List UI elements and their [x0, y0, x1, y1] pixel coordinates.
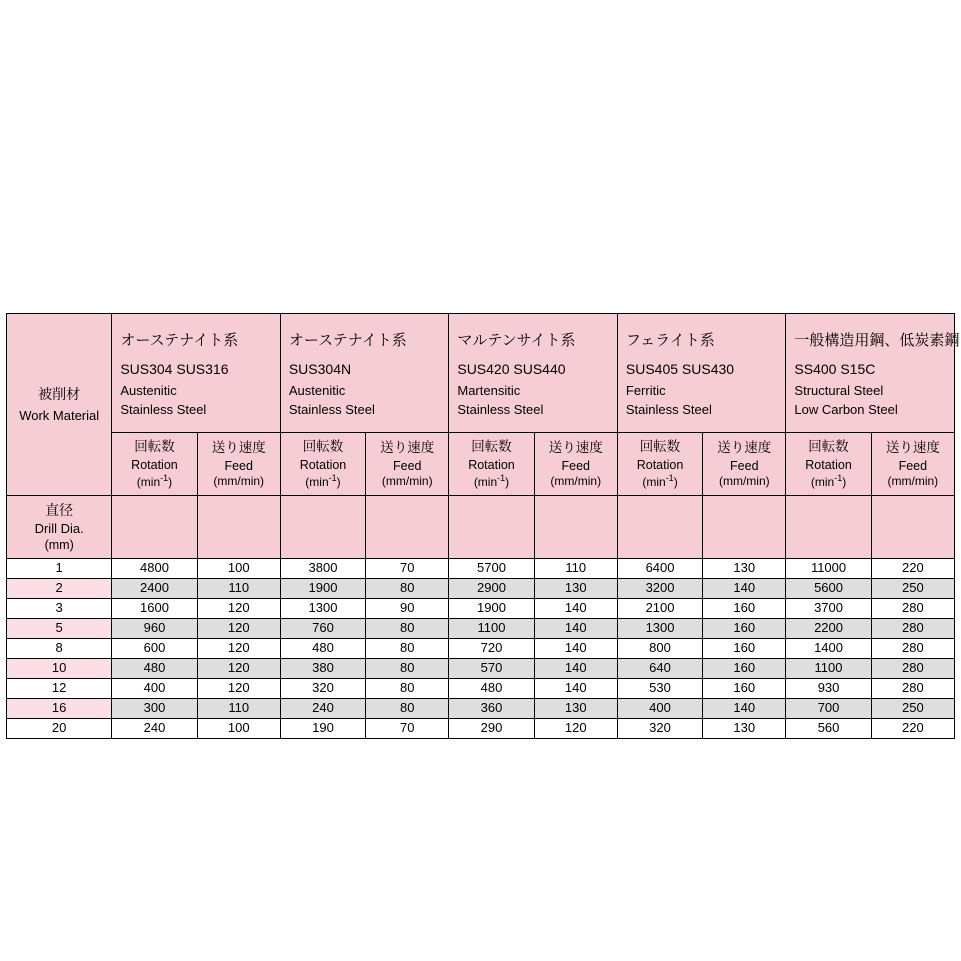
data-cell: 2900: [449, 579, 534, 599]
data-cell: 5600: [786, 579, 871, 599]
data-cell: 2200: [786, 619, 871, 639]
rotation-header-2-en: Rotation: [468, 457, 515, 472]
rotation-header-0-jp: 回転数: [134, 438, 175, 454]
diameter-cell: 3: [7, 599, 112, 619]
feed-header-3: [703, 433, 786, 496]
diameter-cell: 16: [7, 699, 112, 719]
data-cell: 560: [786, 719, 871, 739]
material-group-4-eng2: Low Carbon Steel: [794, 401, 898, 417]
rotation-header-0-en: Rotation: [131, 457, 178, 472]
spacer-cell: [280, 496, 365, 559]
data-cell: 140: [534, 679, 617, 699]
data-cell: 80: [366, 699, 449, 719]
data-cell: 80: [366, 639, 449, 659]
feed-header-0-en: Feed: [224, 458, 253, 473]
rotation-header-3-unit: $(\min^{-1})$: [642, 473, 678, 490]
material-group-1-eng2: Stainless Steel: [288, 401, 375, 417]
material-group-1-jp: オーステナイト系: [288, 331, 407, 349]
table-row: [7, 619, 955, 639]
rotation-header-4: [786, 433, 871, 496]
rotation-header-1-en: Rotation: [299, 457, 347, 472]
data-cell: 800: [617, 639, 702, 659]
feed-header-2-en: Feed: [561, 458, 590, 473]
feed-header-2-jp: 送り速度: [548, 439, 603, 455]
data-cell: 140: [534, 659, 617, 679]
data-cell: 160: [703, 599, 786, 619]
feed-header-2: [534, 433, 617, 496]
data-cell: 130: [534, 699, 617, 719]
material-group-3-eng1: Ferritic: [625, 383, 666, 399]
spacer-cell: [112, 496, 197, 559]
data-cell: 280: [871, 679, 954, 699]
rotation-header-0-unit: $(\min^{-1})$: [136, 473, 173, 490]
data-cell: 190: [280, 719, 365, 739]
feed-header-1: [366, 433, 449, 496]
diameter-cell: 10: [7, 659, 112, 679]
data-cell: 320: [280, 679, 365, 699]
data-cell: 240: [280, 699, 365, 719]
material-group-4-grade: SS400 S15C: [794, 361, 876, 378]
data-cell: 380: [280, 659, 365, 679]
data-cell: 130: [703, 719, 786, 739]
spacer-cell: [703, 496, 786, 559]
data-cell: 120: [197, 599, 280, 619]
data-cell: 90: [366, 599, 449, 619]
material-group-0-jp: オーステナイト系: [120, 331, 239, 349]
material-group-4-jp: 一般構造用鋼、低炭素鋼: [794, 331, 960, 349]
material-group-4: [786, 314, 960, 433]
data-cell: 120: [197, 679, 280, 699]
drill-diameter-header-jp: 直径: [45, 502, 74, 519]
data-cell: 240: [112, 719, 197, 739]
data-cell: 120: [197, 659, 280, 679]
rotation-header-4-unit: $(\min^{-1})$: [810, 473, 847, 490]
data-cell: 11000: [786, 559, 871, 579]
data-cell: 160: [703, 659, 786, 679]
material-header-row: [7, 314, 955, 433]
material-group-4-eng1: Structural Steel: [794, 383, 884, 399]
rotation-header-0: [112, 433, 197, 496]
data-cell: 120: [197, 639, 280, 659]
rotation-header-1: [280, 433, 365, 496]
diameter-cell: 5: [7, 619, 112, 639]
rotation-header-2: [449, 433, 534, 496]
cutting-condition-table-container: [6, 313, 960, 739]
data-cell: 480: [449, 679, 534, 699]
material-group-0-eng1: Austenitic: [120, 383, 177, 399]
material-group-2-eng2: Stainless Steel: [457, 401, 544, 417]
data-cell: 120: [534, 719, 617, 739]
data-cell: 80: [366, 659, 449, 679]
diameter-header-row: [7, 496, 955, 559]
data-cell: 480: [280, 639, 365, 659]
material-group-2-grade: SUS420 SUS440: [457, 361, 566, 378]
diameter-cell: 20: [7, 719, 112, 739]
data-cell: 400: [617, 699, 702, 719]
diameter-cell: 8: [7, 639, 112, 659]
data-cell: 400: [112, 679, 197, 699]
spacer-cell: [197, 496, 280, 559]
data-cell: 640: [617, 659, 702, 679]
material-group-3-grade: SUS405 SUS430: [625, 361, 735, 378]
work-material-header-en: Work Material: [19, 407, 100, 423]
table-body: [7, 559, 955, 739]
data-cell: 6400: [617, 559, 702, 579]
data-cell: 3700: [786, 599, 871, 619]
drill-diameter-header-en: Drill Dia.: [34, 520, 84, 536]
data-cell: 5700: [449, 559, 534, 579]
diameter-cell: 1: [7, 559, 112, 579]
data-cell: 1100: [449, 619, 534, 639]
material-group-1: [280, 314, 449, 433]
data-cell: 100: [197, 559, 280, 579]
data-cell: 130: [703, 559, 786, 579]
data-cell: 160: [703, 679, 786, 699]
rotation-header-2-unit: $(\min^{-1})$: [473, 473, 510, 490]
data-cell: 1300: [280, 599, 365, 619]
data-cell: 3800: [280, 559, 365, 579]
diameter-cell: 2: [7, 579, 112, 599]
material-group-3-eng2: Stainless Steel: [625, 401, 712, 417]
feed-header-3-unit: (mm/min): [718, 474, 770, 489]
data-cell: 480: [112, 659, 197, 679]
feed-header-1-unit: (mm/min): [381, 474, 433, 489]
data-cell: 290: [449, 719, 534, 739]
data-cell: 140: [534, 619, 617, 639]
material-group-3-jp: フェライト系: [625, 331, 715, 349]
data-cell: 140: [534, 639, 617, 659]
data-cell: 280: [871, 599, 954, 619]
data-cell: 140: [534, 599, 617, 619]
data-cell: 110: [197, 579, 280, 599]
feed-header-4-en: Feed: [898, 458, 928, 473]
data-cell: 1100: [786, 659, 871, 679]
data-cell: 160: [703, 639, 786, 659]
data-cell: 320: [617, 719, 702, 739]
feed-header-0: [197, 433, 280, 496]
feed-header-0-jp: 送り速度: [211, 439, 266, 455]
data-cell: 100: [197, 719, 280, 739]
table-row: [7, 599, 955, 619]
data-cell: 130: [534, 579, 617, 599]
feed-header-0-unit: (mm/min): [213, 474, 265, 489]
feed-header-4-jp: 送り速度: [885, 439, 940, 455]
rotation-header-4-jp: 回転数: [808, 438, 849, 454]
data-cell: 250: [871, 699, 954, 719]
work-material-header-jp: 被削材: [38, 386, 81, 403]
data-cell: 80: [366, 679, 449, 699]
feed-header-1-jp: 送り速度: [380, 439, 435, 455]
data-cell: 70: [366, 559, 449, 579]
material-group-1-eng1: Austenitic: [288, 383, 346, 399]
data-cell: 120: [197, 619, 280, 639]
data-cell: 80: [366, 579, 449, 599]
table-row: [7, 559, 955, 579]
cutting-condition-table: [6, 313, 960, 739]
material-group-2-eng1: Martensitic: [457, 383, 521, 399]
data-cell: 2400: [112, 579, 197, 599]
feed-header-3-jp: 送り速度: [717, 439, 772, 455]
data-cell: 70: [366, 719, 449, 739]
data-cell: 1900: [449, 599, 534, 619]
data-cell: 1300: [617, 619, 702, 639]
data-cell: 280: [871, 659, 954, 679]
data-cell: 280: [871, 639, 954, 659]
diameter-cell: 12: [7, 679, 112, 699]
rotation-header-3-en: Rotation: [636, 457, 684, 472]
work-material-header: [7, 314, 112, 496]
spacer-cell: [534, 496, 617, 559]
data-cell: 110: [534, 559, 617, 579]
data-cell: 220: [871, 719, 954, 739]
data-cell: 140: [703, 579, 786, 599]
spacer-cell: [617, 496, 702, 559]
data-cell: 960: [112, 619, 197, 639]
table-row: [7, 699, 955, 719]
rotation-header-3-jp: 回転数: [639, 438, 681, 454]
data-cell: 1600: [112, 599, 197, 619]
material-group-2: [449, 314, 618, 433]
data-cell: 80: [366, 619, 449, 639]
material-group-0-grade: SUS304 SUS316: [120, 361, 229, 378]
rotation-header-2-jp: 回転数: [471, 438, 512, 454]
data-cell: 1400: [786, 639, 871, 659]
drill-diameter-header-unit: (mm): [44, 538, 74, 553]
feed-header-1-en: Feed: [392, 458, 422, 473]
material-group-0-eng2: Stainless Steel: [120, 401, 207, 417]
data-cell: 280: [871, 619, 954, 639]
data-cell: 720: [449, 639, 534, 659]
data-cell: 110: [197, 699, 280, 719]
data-cell: 360: [449, 699, 534, 719]
data-cell: 140: [703, 699, 786, 719]
spacer-cell: [786, 496, 871, 559]
data-cell: 600: [112, 639, 197, 659]
data-cell: 160: [703, 619, 786, 639]
data-cell: 2100: [617, 599, 702, 619]
feed-header-4: [871, 433, 954, 496]
rotation-header-3: [617, 433, 702, 496]
material-group-0: [112, 314, 281, 433]
rotation-header-1-unit: $(\min^{-1})$: [305, 473, 341, 490]
spacer-cell: [366, 496, 449, 559]
measure-header-row: [7, 433, 955, 496]
feed-header-3-en: Feed: [730, 458, 759, 473]
data-cell: 250: [871, 579, 954, 599]
rotation-header-1-jp: 回転数: [302, 438, 344, 454]
data-cell: 700: [786, 699, 871, 719]
data-cell: 1900: [280, 579, 365, 599]
table-row: [7, 639, 955, 659]
data-cell: 570: [449, 659, 534, 679]
data-cell: 530: [617, 679, 702, 699]
table-row: [7, 679, 955, 699]
data-cell: 3200: [617, 579, 702, 599]
material-group-2-jp: マルテンサイト系: [457, 331, 576, 349]
data-cell: 220: [871, 559, 954, 579]
table-row: [7, 579, 955, 599]
data-cell: 4800: [112, 559, 197, 579]
rotation-header-4-en: Rotation: [805, 457, 852, 472]
feed-header-2-unit: (mm/min): [550, 474, 602, 489]
material-group-1-grade: SUS304N: [288, 361, 352, 378]
table-row: [7, 659, 955, 679]
feed-header-4-unit: (mm/min): [887, 474, 939, 489]
spacer-cell: [449, 496, 534, 559]
table-row: [7, 719, 955, 739]
material-group-3: [617, 314, 786, 433]
data-cell: 300: [112, 699, 197, 719]
spacer-cell: [871, 496, 954, 559]
data-cell: 930: [786, 679, 871, 699]
data-cell: 760: [280, 619, 365, 639]
drill-diameter-header: [7, 496, 112, 559]
